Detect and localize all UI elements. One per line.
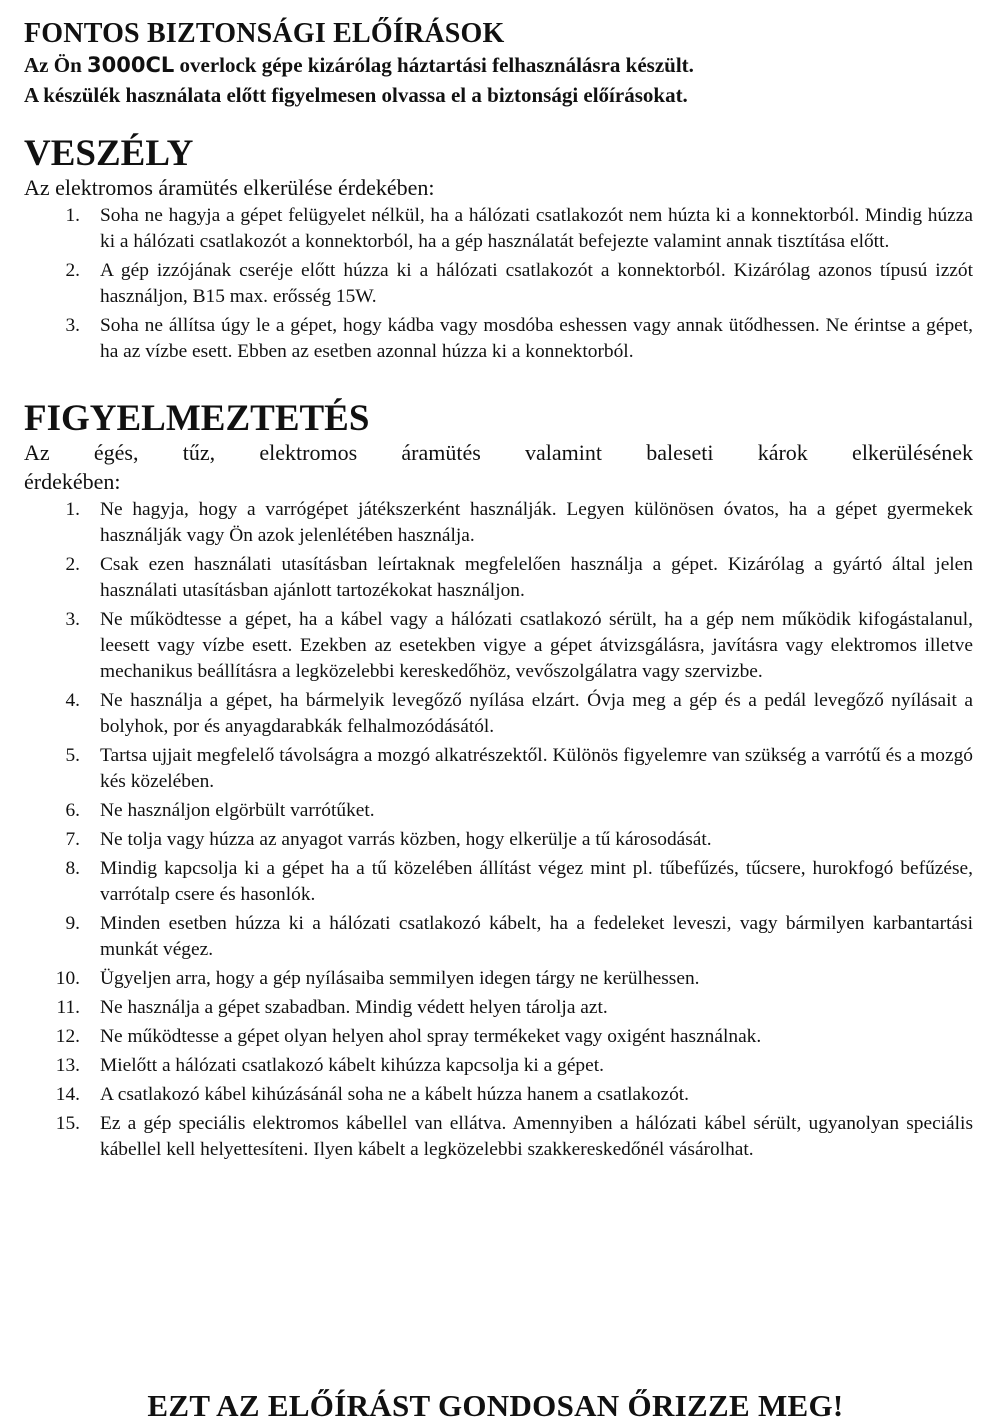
item-text: Minden esetben húzza ki a hálózati csatlakozó kábelt, ha a fedeleket leveszi, vagy bármilyen karbantartási munkát végez. <box>100 913 973 960</box>
item-text: Ne hagyja, hogy a varrógépet játékszerként használják. Legyen különösen óvatos, ha a gépet gyermekek használják vagy Ön azok jelenlétében használja. <box>100 499 973 546</box>
item-number: 13. <box>55 1055 80 1076</box>
item-text: Ne működtesse a gépet, ha a kábel vagy a hálózati csatlakozó sérült, ha a gép nem működik kifogástalanul, leesett vagy vízbe esett. Ezekben az esetekben vigye a gépet átvizsgálásra, javításra vagy elektromos illetve mechanikus beállításra a legközelebbi kereskedőhöz, vevőszolgálatra vagy szervizbe. <box>100 609 973 682</box>
item-number: 6. <box>65 800 80 821</box>
item-text: Ne használja a gépet, ha bármelyik levegőző nyílása elzárt. Óvja meg a gép és a pedál levegőző nyílásait a bolyhok, por és anyagdarabkák felhalmozódásától. <box>100 690 973 737</box>
list-item <box>24 688 973 740</box>
item-text: Ne tolja vagy húzza az anyagot varrás közben, hogy elkerülje a tű károsodását. <box>100 829 712 850</box>
danger-list <box>24 203 973 365</box>
intro-line-1 <box>24 50 973 80</box>
item-number: 1. <box>65 205 80 226</box>
item-text: Ügyeljen arra, hogy a gép nyílásaiba semmilyen idegen tárgy ne kerülhessen. <box>100 968 700 989</box>
list-item <box>24 552 973 604</box>
item-number: 4. <box>65 690 80 711</box>
item-number: 3. <box>65 315 80 336</box>
item-text: Ne használja a gépet szabadban. Mindig védett helyen tárolja azt. <box>100 997 608 1018</box>
item-number: 7. <box>65 829 80 850</box>
item-number: 2. <box>65 554 80 575</box>
item-text: Soha ne hagyja a gépet felügyelet nélkül, ha a hálózati csatlakozót nem húzta ki a konnektorból. Mindig húzza ki a hálózati csatlakozót a konnektorból, ha a gép használatát befejezte valamint annak tisztítása előtt. <box>100 205 973 252</box>
list-item <box>24 497 973 549</box>
item-number: 1. <box>65 499 80 520</box>
list-item <box>24 258 973 310</box>
item-text: Ne használjon elgörbült varrótűket. <box>100 800 375 821</box>
list-item <box>24 1024 973 1050</box>
intro-pre: Az Ön <box>24 53 82 77</box>
list-item <box>24 856 973 908</box>
list-item <box>24 313 973 365</box>
item-text: Soha ne állítsa úgy le a gépet, hogy kádba vagy mosdóba eshessen vagy annak ütődhessen. Ne érintse a gépet, ha az vízbe esett. Ebben az esetben azonnal húzza ki a konnektorból. <box>100 315 973 362</box>
item-number: 3. <box>65 609 80 630</box>
list-item <box>24 966 973 992</box>
item-text: Mielőtt a hálózati csatlakozó kábelt kihúzza kapcsolja ki a gépet. <box>100 1055 604 1076</box>
item-text: Ne működtesse a gépet olyan helyen ahol spray termékeket vagy oxigént használnak. <box>100 1026 762 1047</box>
list-item <box>24 743 973 795</box>
warning-heading: FIGYELMEZTETÉS <box>24 398 370 439</box>
item-number: 5. <box>65 745 80 766</box>
item-number: 2. <box>65 260 80 281</box>
document-title: FONTOS BIZTONSÁGI ELŐÍRÁSOK <box>24 18 505 49</box>
list-item <box>24 1053 973 1079</box>
item-number: 10. <box>55 968 80 989</box>
item-number: 14. <box>55 1084 80 1105</box>
item-number: 12. <box>55 1026 80 1047</box>
item-number: 11. <box>56 997 80 1018</box>
list-item <box>24 1082 973 1108</box>
model-number: 3000CL <box>87 53 175 77</box>
warning-lead-line-2: érdekében: <box>24 469 121 494</box>
danger-lead: Az elektromos áramütés elkerülése érdekében: <box>24 175 435 200</box>
warning-list <box>24 497 973 1163</box>
list-item <box>24 203 973 255</box>
list-item <box>24 911 973 963</box>
list-item <box>24 607 973 685</box>
item-text: Tartsa ujjait megfelelő távolságra a mozgó alkatrészektől. Különös figyelemre van szükség a varrótű és a mozgó kés közelében. <box>100 745 973 792</box>
item-number: 9. <box>65 913 80 934</box>
item-number: 15. <box>55 1113 80 1134</box>
list-item <box>24 995 973 1021</box>
item-text: A csatlakozó kábel kihúzásánál soha ne a kábelt húzza hanem a csatlakozót. <box>100 1084 690 1105</box>
list-item <box>24 798 973 824</box>
danger-heading: VESZÉLY <box>24 133 194 174</box>
item-text: Mindig kapcsolja ki a gépet ha a tű közelében állítást végez mint pl. tűbefűzés, tűcsere, hurokfogó befűzése, varrótalp csere és hasonlók. <box>100 858 973 905</box>
intro-post: overlock gépe kizárólag háztartási felhasználásra készült. <box>179 53 694 77</box>
item-number: 8. <box>65 858 80 879</box>
list-item <box>24 1111 973 1163</box>
item-text: A gép izzójának cseréje előtt húzza ki a hálózati csatlakozót a konnektorból. Kizárólag azonos típusú izzót használjon, B15 max. erősség 15W. <box>100 260 973 307</box>
item-text: Ez a gép speciális elektromos kábellel van ellátva. Amennyiben a hálózati kábel sérült, ugyanolyan speciális kábellel kell helyettesíteni. Ilyen kábelt a legközelebbi szakkereskedőnél vásárolhat. <box>100 1113 973 1160</box>
intro-line-2: A készülék használata előtt figyelmesen olvassa el a biztonsági előírásokat. <box>24 83 688 107</box>
warning-lead-line-1: Az égés, tűz, elektromos áramütés valamint baleseti károk elkerülésének <box>24 440 973 465</box>
item-text: Csak ezen használati utasításban leírtaknak megfelelően használja a gépet. Kizárólag a gyártó által jelen használati utasításban ajánlott tartozékokat használjon. <box>100 554 973 601</box>
list-item <box>24 827 973 853</box>
footer-notice: EZT AZ ELŐÍRÁST GONDOSAN ŐRIZZE MEG! <box>147 1388 844 1423</box>
